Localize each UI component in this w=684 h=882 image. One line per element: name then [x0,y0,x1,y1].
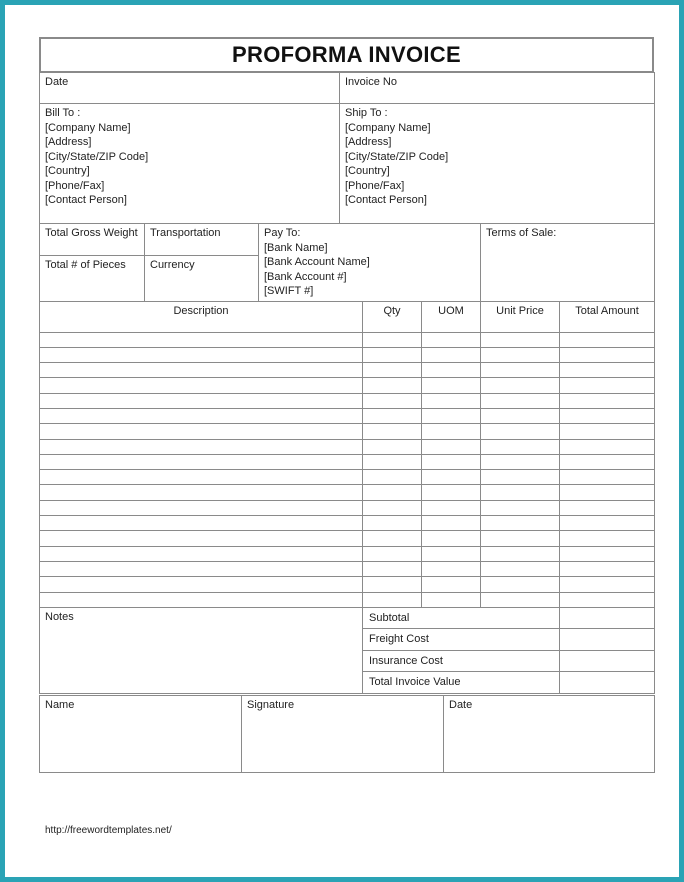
table-row [40,577,655,592]
description-cell[interactable] [40,500,363,515]
uom-cell[interactable] [422,470,481,485]
swift-code: [SWIFT #] [264,285,314,297]
unit-price-cell[interactable] [481,592,560,607]
pay-to-label: Pay To: [264,227,301,239]
uom-cell[interactable] [422,516,481,531]
total-amount-cell[interactable] [560,393,655,408]
uom-cell[interactable] [422,439,481,454]
description-cell[interactable] [40,485,363,500]
qty-cell[interactable] [363,424,422,439]
table-row [40,592,655,607]
ship-to-country: [Country] [345,165,390,177]
table-row [40,546,655,561]
unit-price-cell[interactable] [481,378,560,393]
unit-price-cell[interactable] [481,393,560,408]
total-amount-cell[interactable] [560,363,655,378]
table-row [40,439,655,454]
ship-to-company: [Company Name] [345,121,431,134]
freight-cost-value[interactable] [560,629,655,651]
total-invoice-value-label: Total Invoice Value [363,672,560,694]
name-field[interactable]: Name [40,696,242,773]
uom-cell[interactable] [422,393,481,408]
totals-table [39,607,655,694]
total-amount-cell[interactable] [560,424,655,439]
description-cell[interactable] [40,363,363,378]
bank-account-number: [Bank Account #] [264,270,347,283]
insurance-cost-label: Insurance Cost [363,650,560,672]
bill-to-address: [Address] [45,136,92,148]
line-items-table [39,301,655,608]
qty-cell[interactable] [363,531,422,546]
qty-cell[interactable] [363,393,422,408]
description-cell[interactable] [40,516,363,531]
unit-price-cell[interactable] [481,439,560,454]
table-row [40,485,655,500]
table-row [40,393,655,408]
total-amount-cell[interactable] [560,332,655,347]
qty-cell[interactable] [363,577,422,592]
qty-cell[interactable] [363,516,422,531]
qty-cell[interactable] [363,332,422,347]
table-row [40,347,655,362]
table-row [40,516,655,531]
total-gross-weight-field[interactable]: Total Gross Weight [40,224,145,256]
bill-to-section[interactable] [40,104,340,224]
unit-price-cell[interactable] [481,485,560,500]
page-title: PROFORMA INVOICE [40,38,653,72]
total-amount-cell[interactable] [560,454,655,469]
uom-cell[interactable] [422,485,481,500]
freight-cost-label: Freight Cost [363,629,560,651]
bill-to-phone: [Phone/Fax] [45,179,105,192]
total-amount-cell[interactable] [560,561,655,576]
table-row [40,500,655,515]
description-cell[interactable] [40,577,363,592]
description-header: Description [40,301,363,332]
uom-cell[interactable] [422,500,481,515]
signature-date-field[interactable]: Date [444,696,655,773]
total-invoice-value[interactable] [560,672,655,694]
qty-cell[interactable] [363,439,422,454]
qty-cell[interactable] [363,378,422,393]
subtotal-label: Subtotal [363,607,560,629]
description-cell[interactable] [40,592,363,607]
table-row [40,454,655,469]
date-field[interactable] [40,73,340,104]
unit-price-header: Unit Price [481,301,560,332]
bank-account-name: [Bank Account Name] [264,256,370,268]
unit-price-cell[interactable] [481,408,560,423]
description-cell[interactable] [40,424,363,439]
bank-name: [Bank Name] [264,241,328,254]
uom-cell[interactable] [422,408,481,423]
total-amount-cell[interactable] [560,577,655,592]
total-pieces-field[interactable]: Total # of Pieces [40,256,145,301]
qty-cell[interactable] [363,454,422,469]
uom-cell[interactable] [422,363,481,378]
unit-price-cell[interactable] [481,454,560,469]
unit-price-cell[interactable] [481,577,560,592]
subtotal-value[interactable] [560,607,655,629]
table-row [40,531,655,546]
uom-cell[interactable] [422,378,481,393]
description-cell[interactable] [40,332,363,347]
total-amount-cell[interactable] [560,531,655,546]
bill-to-contact: [Contact Person] [45,194,127,206]
total-amount-cell[interactable] [560,516,655,531]
ship-to-city: [City/State/ZIP Code] [345,150,449,163]
signature-table [39,695,655,773]
table-row [40,561,655,576]
currency-field[interactable]: Currency [145,256,259,301]
ship-to-section[interactable] [340,104,655,224]
shipping-table [39,223,655,302]
uom-cell[interactable] [422,592,481,607]
table-row [40,408,655,423]
qty-cell[interactable] [363,561,422,576]
unit-price-cell[interactable] [481,561,560,576]
bill-to-label: Bill To : [45,107,81,119]
uom-cell[interactable] [422,347,481,362]
uom-cell[interactable] [422,577,481,592]
signature-field[interactable]: Signature [242,696,444,773]
terms-of-sale-field[interactable]: Terms of Sale: [481,224,655,302]
table-row [40,470,655,485]
header-table [39,72,655,224]
total-amount-cell[interactable] [560,592,655,607]
total-amount-cell[interactable] [560,546,655,561]
description-cell[interactable] [40,408,363,423]
unit-price-cell[interactable] [481,470,560,485]
uom-header: UOM [422,301,481,332]
title-table [39,37,654,73]
date-label: Date [45,76,69,88]
description-cell[interactable] [40,546,363,561]
invoice-no-field[interactable] [340,73,655,104]
uom-cell[interactable] [422,561,481,576]
description-cell[interactable] [40,347,363,362]
ship-to-address: [Address] [345,136,392,148]
insurance-cost-value[interactable] [560,650,655,672]
total-amount-cell[interactable] [560,500,655,515]
uom-cell[interactable] [422,546,481,561]
uom-cell[interactable] [422,454,481,469]
transportation-field[interactable]: Transportation [145,224,259,256]
qty-cell[interactable] [363,363,422,378]
qty-cell[interactable] [363,485,422,500]
total-amount-cell[interactable] [560,470,655,485]
unit-price-cell[interactable] [481,531,560,546]
footer-url[interactable]: http://freewordtemplates.net/ [45,825,172,836]
bill-to-city: [City/State/ZIP Code] [45,150,149,163]
bill-to-company: [Company Name] [45,121,131,134]
description-cell[interactable] [40,439,363,454]
ship-to-label: Ship To : [345,107,388,119]
unit-price-cell[interactable] [481,332,560,347]
qty-cell[interactable] [363,500,422,515]
qty-cell[interactable] [363,546,422,561]
notes-field[interactable]: Notes [40,607,363,693]
unit-price-cell[interactable] [481,424,560,439]
table-row [40,378,655,393]
description-cell[interactable] [40,531,363,546]
unit-price-cell[interactable] [481,347,560,362]
unit-price-cell[interactable] [481,363,560,378]
signature-block [39,695,654,773]
bill-to-country: [Country] [45,165,90,177]
unit-price-cell[interactable] [481,500,560,515]
table-row [40,332,655,347]
unit-price-cell[interactable] [481,546,560,561]
invoice-no-label: Invoice No [345,76,397,88]
total-amount-cell[interactable] [560,378,655,393]
total-amount-cell[interactable] [560,347,655,362]
total-amount-cell[interactable] [560,408,655,423]
description-cell[interactable] [40,378,363,393]
page [5,5,679,877]
uom-cell[interactable] [422,332,481,347]
ship-to-contact: [Contact Person] [345,194,427,206]
total-amount-header: Total Amount [560,301,655,332]
qty-cell[interactable] [363,408,422,423]
description-cell[interactable] [40,561,363,576]
description-cell[interactable] [40,470,363,485]
table-row [40,424,655,439]
uom-cell[interactable] [422,424,481,439]
invoice-document [39,37,654,694]
pay-to-section[interactable] [259,224,481,302]
qty-cell[interactable] [363,592,422,607]
qty-cell[interactable] [363,347,422,362]
ship-to-phone: [Phone/Fax] [345,179,405,192]
description-cell[interactable] [40,454,363,469]
table-row [40,363,655,378]
qty-header: Qty [363,301,422,332]
qty-cell[interactable] [363,470,422,485]
total-amount-cell[interactable] [560,485,655,500]
total-amount-cell[interactable] [560,439,655,454]
unit-price-cell[interactable] [481,516,560,531]
uom-cell[interactable] [422,531,481,546]
description-cell[interactable] [40,393,363,408]
